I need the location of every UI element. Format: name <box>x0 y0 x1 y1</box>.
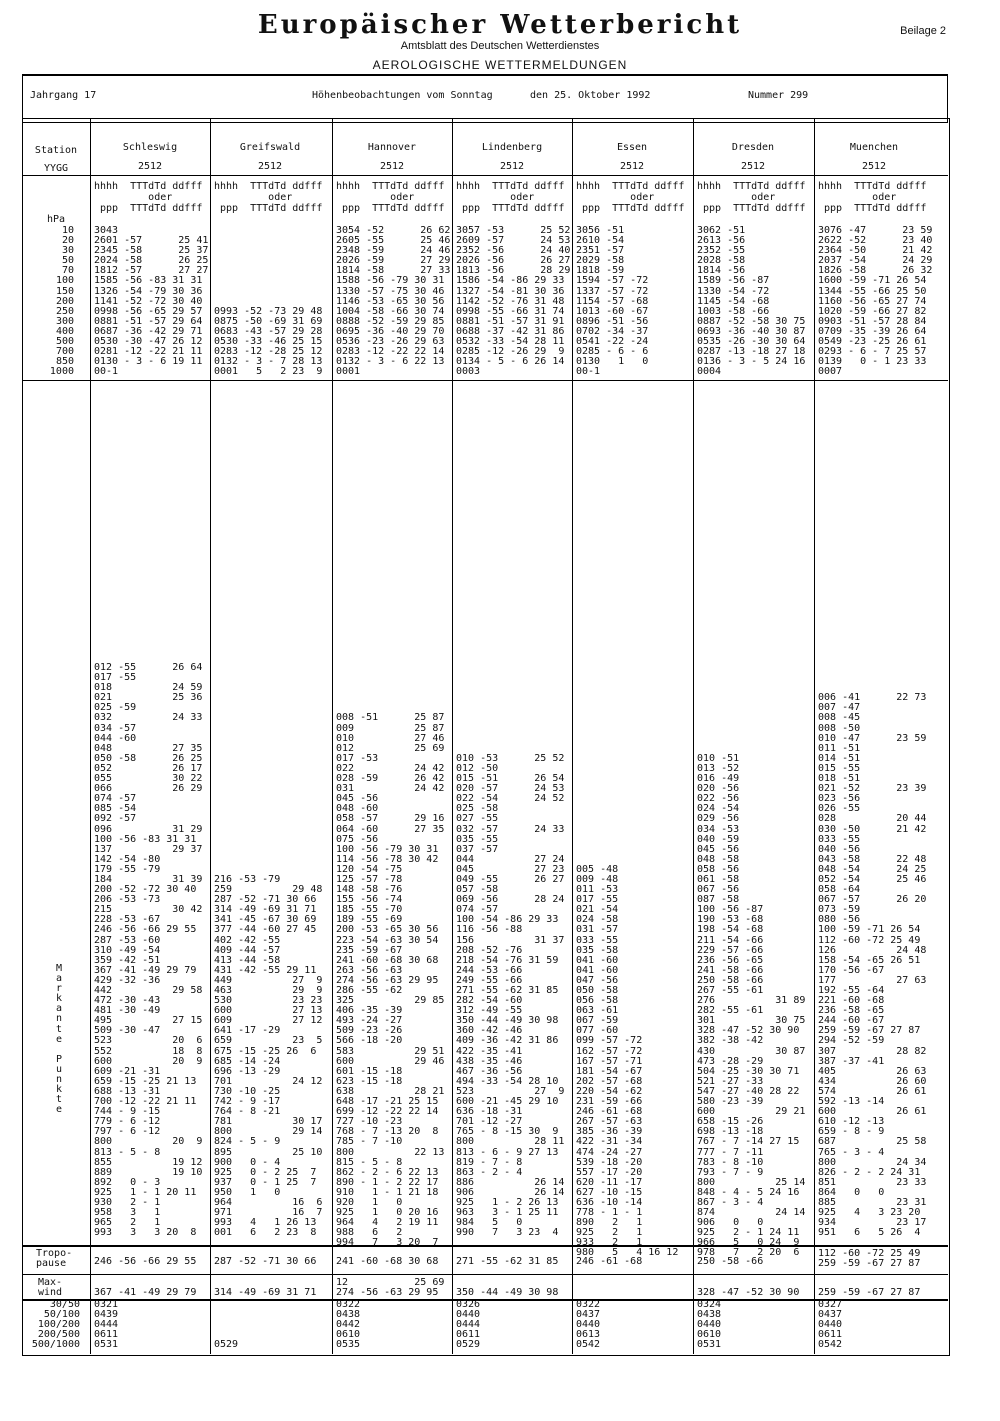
layer-thickness: 0321 0439 0444 0611 0531 <box>94 1299 119 1351</box>
nummer: Nummer 299 <box>748 90 809 101</box>
significant-points: 008 -51 25 87 009 25 87 010 27 46 012 25 69 017 -53 022 24 42 028 -59 26 42 031 24 42 045 -56 048 -60 058 -57 29 16 064 -60 27 35 075 -56 100 -56 -79 30 31 114 -56 -78 30 42 120 -54 -75 125 -57 -78 148 -58 -76 155 -56 -74 185 -55 -70 189 -55 -69 200 -53 -65 30 56 223 -54 -63 30 54 235 -59 -67 241 -60 -68 30 68 263 -56 -63 274 -56 -63 29 95 286 -55 -62 325 29 85 406 -35 -39 493 -24 -27 509 -23 -26 566 -18 -20 583 29 51 600 29 46 601 -15 -18 623 -15 -18 638 28 21 648 -17 -21 25 15 699 -12 -22 22 14 727 -10 -23 768 - 7 -13 20 8 785 - 7 -10 800 22 13 815 - 5 - 8 862 - 2 - 6 22 13 890 - 1 - 2 22 17 910 1 - 1 21 18 920 1 0 925 1 0 20 16 964 4 2 19 11 988 6 2 994 7 3 20 7 <box>336 712 445 1249</box>
station-yygg: 2512 <box>257 161 283 172</box>
column-header: hhhh TTTdTd ddfff oder ppp TTTdTd ddfff <box>456 181 565 214</box>
standard-levels: 3054 -52 26 62 2605 -55 25 46 2348 -59 24 46 2026 -59 27 29 1814 -58 27 33 1588 -56 -79 30 31 1330 -57 -75 30 46 1146 -53 -65 30 56 1004 -58 -66 30 74 0888 -52 -59 29 85 0695 -36 -40 29 70 0536 -23 -26 29 63 0283 -12 -22 22 14 0132 - 3 - 6 22 13 0001 <box>336 225 451 378</box>
maxwind-data: 350 -44 -49 30 98 <box>456 1287 559 1298</box>
station-yygg: 2512 <box>740 161 766 172</box>
page-subtitle: Amtsblatt des Deutschen Wetterdienstes <box>400 40 600 52</box>
maxwind-data: 367 -41 -49 29 79 <box>94 1287 197 1298</box>
station-yygg: 2512 <box>379 161 405 172</box>
standard-levels: 0993 -52 -73 29 48 0875 -50 -69 31 69 0683 -43 -57 29 28 0530 -33 -46 25 15 0283 -12 -28 25 12 0132 - 3 - 7 28 13 0001 5 2 23 9 <box>214 305 323 378</box>
tropopause-data: 241 -60 -68 30 68 <box>336 1256 439 1267</box>
column-divider <box>90 118 91 1354</box>
maxwind-data: 328 -47 -52 30 90 <box>697 1287 800 1298</box>
column-divider <box>814 118 815 1354</box>
divider <box>22 1274 948 1275</box>
maxwind-data: 259 -59 -67 27 87 <box>818 1287 921 1298</box>
standard-levels: 3056 -51 2610 -54 2351 -57 2029 -58 1818 -59 1594 -57 -72 1337 -57 -72 1154 -57 -68 1013 -60 -67 0896 -51 -56 0702 -34 -37 0541 -22 -24 0285 - 6 - 6 0130 1 0 00-1 <box>576 225 649 378</box>
tropopause-label: Tropo- pause <box>36 1248 73 1270</box>
yygg-label: YYGG <box>43 163 69 174</box>
column-divider <box>693 118 694 1354</box>
column-divider <box>210 118 211 1354</box>
column-header: hhhh TTTdTd ddfff oder ppp TTTdTd ddfff <box>697 181 806 214</box>
column-header: hhhh TTTdTd ddfff oder ppp TTTdTd ddfff <box>94 181 203 214</box>
station-name: Hannover <box>367 142 417 153</box>
layer-thickness: 0324 0438 0440 0610 0531 <box>697 1299 722 1351</box>
column-header: hhhh TTTdTd ddfff oder ppp TTTdTd ddfff <box>818 181 927 214</box>
pressure-levels: 10 20 30 50 70 100 150 200 250 300 400 500 700 850 1000 <box>49 225 74 378</box>
column-divider <box>332 118 333 1354</box>
significant-points: 012 -55 26 64 017 -55 018 24 59 021 25 36 025 -59 032 24 33 034 -57 044 -60 048 27 35 050 -58 26 25 052 26 17 055 30 22 066 26 29 074 -57 085 -54 092 -57 096 31 29 100 -56 -83 31 31 137 29 37 142 -54 -80 179 -55 -79 184 31 39 200 -52 -72 30 40 206 -53 -73 215 30 42 228 -53 -67 246 -56 -66 29 55 287 -53 -60 310 -49 -54 359 -42 -51 367 -41 -49 29 79 429 -32 -36 442 29 58 472 -30 -43 481 -30 -49 495 27 15 509 -30 -47 523 20 6 552 18 8 600 20 9 609 -21 -31 659 -15 -25 21 13 688 -13 -31 700 -12 -22 21 11 744 - 9 -15 779 - 6 -12 797 - 6 -12 800 20 9 813 - 5 - 8 855 19 12 889 19 10 892 0 - 3 925 1 - 1 20 11 930 2 - 1 958 3 1 965 2 1 993 3 3 20 8 <box>94 662 203 1239</box>
datum: den 25. Oktober 1992 <box>530 90 651 101</box>
significant-points: 010 -53 25 52 012 -50 015 -51 26 54 020 -57 24 53 022 -54 24 52 025 -58 027 -55 032 -57 24 33 035 -55 037 -57 044 27 24 045 27 23 049 -55 26 27 057 -58 069 -56 28 24 074 -57 100 -54 -86 29 33 116 -56 -88 156 31 37 208 -52 -76 218 -54 -76 31 59 244 -53 -66 249 -55 -66 271 -55 -62 31 85 282 -54 -60 312 -49 -55 350 -44 -49 30 98 360 -42 -46 409 -36 -42 31 86 422 -35 -41 438 -35 -46 467 -36 -56 494 -33 -54 28 10 523 27 9 600 -21 -45 29 10 636 -18 -31 701 -12 -27 765 - 8 -15 30 9 800 28 11 813 - 6 - 9 27 13 819 - 7 - 8 863 - 2 - 4 886 26 14 906 26 14 925 1 - 2 26 13 963 3 - 1 25 11 984 5 0 990 7 3 23 4 <box>456 752 565 1239</box>
maxwind-data: 12 25 69 274 -56 -63 29 95 <box>336 1277 445 1299</box>
divider <box>22 1299 948 1301</box>
station-name: Muenchen <box>849 142 899 153</box>
significant-points: 006 -41 22 73 007 -47 008 -45 008 -50 010 -47 23 59 011 -51 014 -51 015 -55 018 -51 021 -52 23 39 023 -56 026 -55 028 20 44 030 -50 21 42 033 -55 040 -56 043 -58 22 48 048 -54 24 25 052 -54 25 46 058 -64 067 -57 26 20 073 -59 080 -56 100 -59 -71 26 54 112 -60 -72 25 49 126 24 48 158 -54 -65 26 51 170 -56 -67 177 27 63 192 -55 -64 221 -60 -68 236 -58 -65 244 -60 -67 259 -59 -67 27 87 294 -52 -59 307 28 82 387 -37 -41 405 26 63 434 26 60 574 26 61 592 -13 -14 600 26 61 610 -12 -13 659 - 8 - 9 687 25 58 765 - 3 - 4 800 24 34 826 - 2 - 2 24 31 851 23 33 864 0 0 885 23 31 925 4 3 23 20 934 23 17 951 6 5 26 4 <box>818 692 927 1239</box>
page-title: Europäischer Wetterbericht <box>257 10 743 40</box>
station-name: Dresden <box>731 142 775 153</box>
column-header: hhhh TTTdTd ddfff oder ppp TTTdTd ddfff <box>336 181 445 214</box>
standard-levels: 3057 -53 25 52 2609 -57 24 53 2352 -56 24 40 2026 -56 26 27 1813 -56 28 29 1586 -54 -86 29 33 1327 -54 -81 30 36 1142 -52 -76 31 48 0998 -55 -66 31 74 0881 -51 -57 31 91 0688 -37 -42 31 86 0532 -33 -54 28 11 0285 -12 -26 29 9 0134 - 5 - 6 26 14 0003 <box>456 225 571 378</box>
column-divider <box>572 118 573 1354</box>
jahrgang: Jahrgang 17 <box>30 90 97 101</box>
significant-points: 010 -51 013 -52 016 -49 020 -56 022 -56 024 -54 029 -56 034 -53 040 -59 045 -56 048 -58 058 -56 061 -58 067 -56 087 -58 100 -56 -87 190 -53 -68 198 -54 -68 211 -54 -66 229 -57 -66 236 -56 -65 241 -58 -66 250 -58 -66 267 -55 -61 276 31 89 282 -55 -61 301 30 75 328 -47 -52 30 90 382 -38 -42 430 30 87 473 -28 -29 504 -25 -30 30 71 521 -27 -33 547 -27 -40 28 22 580 -23 -39 600 29 21 658 -15 -26 698 -13 -18 767 - 7 -14 27 15 777 - 7 -11 783 - 8 -10 793 - 7 - 9 800 25 14 848 - 4 - 5 24 16 867 - 3 - 4 874 24 14 906 0 0 925 2 - 1 24 11 966 5 0 24 9 978 7 2 20 6 <box>697 752 806 1259</box>
standard-levels: 3043 2601 -57 25 41 2345 -58 25 37 2024 -58 26 25 1812 -57 27 27 1585 -56 -83 31 31 1326 -54 -79 30 36 1141 -52 -72 30 40 0998 -56 -65 29 57 0881 -51 -57 29 64 0687 -36 -42 29 71 0530 -30 -47 26 12 0281 -12 -22 21 11 0130 - 3 - 6 19 11 00-1 <box>94 225 209 378</box>
column-header: hhhh TTTdTd ddfff oder ppp TTTdTd ddfff <box>214 181 323 214</box>
station-label: Station <box>34 145 78 156</box>
markante-punkte-label: M a r k a n t e P u n k t e <box>56 963 63 1116</box>
layer-thickness: 0322 0437 0440 0613 0542 <box>576 1299 601 1351</box>
layer-thickness: 0327 0437 0440 0611 0542 <box>818 1299 843 1351</box>
station-name: Schleswig <box>122 142 178 153</box>
layer-thickness: 0529 <box>214 1339 239 1351</box>
significant-points: 005 -48 009 -48 011 -53 017 -55 021 -54 024 -58 031 -57 033 -55 035 -58 041 -60 041 -60 047 -56 050 -58 056 -58 063 -61 067 -59 077 -60 099 -57 -72 162 -57 -72 167 -57 -71 181 -54 -67 202 -57 -68 220 -54 -62 231 -59 -66 246 -61 -68 267 -57 -63 385 -36 -39 422 -31 -34 474 -24 -27 539 -18 -20 557 -17 -20 620 -11 -17 627 -10 -15 636 -10 -14 778 - 1 - 1 890 2 1 925 2 1 933 2 1 980 5 4 16 12 <box>576 863 679 1259</box>
beobachtungen: Höhenbeobachtungen vom Sonntag <box>312 90 493 101</box>
layer-thickness: 0326 0440 0444 0611 0529 <box>456 1299 481 1351</box>
tropopause-data: 271 -55 -62 31 85 <box>456 1256 559 1267</box>
tropopause-data: 112 -60 -72 25 49 259 -59 -67 27 87 <box>818 1248 921 1270</box>
divider <box>22 1245 948 1247</box>
significant-points: 216 -53 -79 259 29 48 287 -52 -71 30 66 314 -49 -69 31 71 341 -45 -67 30 69 377 -44 -60 27 45 402 -42 -55 409 -44 -57 413 -44 -58 431 -42 -55 29 11 449 27 9 463 29 9 530 23 23 600 27 13 609 27 12 641 -17 -29 659 23 5 675 -15 -25 26 6 685 -14 -24 696 -13 -29 701 24 12 730 -10 -25 742 - 9 -17 764 - 8 -21 781 30 17 800 29 14 824 - 5 - 9 895 25 10 900 0 - 4 925 0 - 2 25 7 937 0 - 1 25 7 950 1 0 964 16 6 971 16 7 993 4 1 26 13 001 6 2 23 8 <box>214 873 323 1239</box>
station-yygg: 2512 <box>619 161 645 172</box>
standard-levels: 3076 -47 23 59 2622 -52 23 40 2364 -50 21 42 2037 -54 24 29 1826 -58 26 32 1600 -59 -71 26 54 1344 -55 -66 25 50 1160 -56 -65 27 74 1020 -59 -66 27 82 0903 -51 -57 28 84 0709 -35 -39 26 64 0549 -23 -25 26 61 0293 - 6 - 7 25 57 0139 0 - 1 23 33 0007 <box>818 225 933 378</box>
station-yygg: 2512 <box>499 161 525 172</box>
layer-thickness: 0322 0438 0442 0610 0535 <box>336 1299 361 1351</box>
station-name: Greifswald <box>239 142 301 153</box>
section-title: AEROLOGISCHE WETTERMELDUNGEN <box>372 58 628 72</box>
station-yygg: 2512 <box>137 161 163 172</box>
hpa-label: hPa <box>46 214 66 225</box>
tropopause-data: 246 -61 -68 <box>576 1256 643 1267</box>
beilage-label: Beilage 2 <box>900 25 946 37</box>
layer-labels: 30/50 50/100 100/200 200/500 500/1000 <box>31 1299 80 1351</box>
tropopause-data: 287 -52 -71 30 66 <box>214 1256 317 1267</box>
station-yygg: 2512 <box>861 161 887 172</box>
maxwind-label: Max- wind <box>38 1277 63 1299</box>
tropopause-data: 246 -56 -66 29 55 <box>94 1256 197 1267</box>
maxwind-data: 314 -49 -69 31 71 <box>214 1287 317 1298</box>
column-header: hhhh TTTdTd ddfff oder ppp TTTdTd ddfff <box>576 181 685 214</box>
column-divider <box>452 118 453 1354</box>
station-name: Essen <box>616 142 648 153</box>
tropopause-data: 250 -58 -66 <box>697 1256 764 1267</box>
divider <box>22 380 948 381</box>
divider <box>22 175 948 176</box>
station-name: Lindenberg <box>481 142 543 153</box>
standard-levels: 3062 -51 2613 -56 2352 -55 2028 -58 1814 -56 1589 -56 -87 1330 -54 -72 1145 -54 -68 1003 -58 -66 0887 -52 -58 30 75 0693 -36 -40 30 87 0535 -26 -30 30 64 0287 -13 -18 27 18 0136 - 3 - 5 24 16 0004 <box>697 225 806 378</box>
